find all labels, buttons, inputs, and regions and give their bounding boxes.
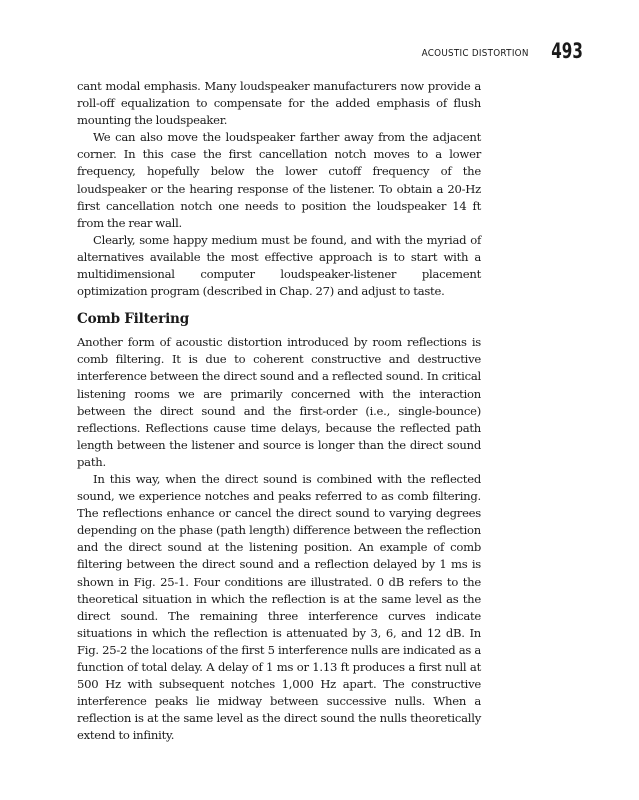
running-title: ACOUSTIC DISTORTION (422, 48, 530, 59)
page-number: 493 (551, 39, 583, 63)
paragraph: Another form of acoustic distortion introduced by room reflections is comb filtering. It is due to coherent constructive and destructive interference between the direct sound and a reflected sound. In critical listening rooms we are primarily concerned with the interaction between the direct sound and the first-order (i.e., single-bounce) reflections. Reflections cause time delays, because the reflected path length between the listener and source is longer than the direct sound path. (77, 335, 481, 469)
paragraph: In this way, when the direct sound is combined with the reflected sound, we experience notches and peaks referred to as comb filtering. The reflections enhance or cancel the direct sound to varying degrees depending on the phase (path length) difference between the reflection and the direct sound at the listening position. An example of comb filtering between the direct sound and a reflection delayed by 1 ms is shown in Fig. 25-1. Four conditions are illustrated. 0 dB refers to the theoretical situation in which the reflection is at the same level as the direct sound. The remaining three interference curves indicate situations in which the reflection is attenuated by 3, 6, and 12 dB. In Fig. 25-2 the locations of the first 5 interference nulls are indicated as a function of total delay. A delay of 1 ms or 1.13 ft produces a first null at 500 Hz with subsequent notches 1,000 Hz apart. The constructive interference peaks lie midway between successive nulls. When a reflection is at the same level as the direct sound the nulls theoretically extend to infinity. (77, 471, 481, 743)
section-heading: Comb Filtering (77, 311, 190, 328)
running-head (407, 40, 583, 62)
paragraph: Clearly, some happy medium must be found, and with the myriad of alternatives available the most effective approach is to start with a multidimensional computer loudspeaker-listener placement optimization program (described in Chap. 27) and adjust to taste. (77, 232, 481, 299)
body-text (77, 78, 481, 744)
paragraph: cant modal emphasis. Many loudspeaker manufacturers now provide a roll-off equalization to compensate for the added emphasis of flush mounting the loudspeaker. (77, 79, 481, 128)
paragraph: We can also move the loudspeaker farther away from the adjacent corner. In this case the first cancellation notch moves to a lower frequency, hopefully below the lower cutoff frequency of the loudspeaker or the hearing response of the listener. To obtain a 20-Hz first cancellation notch one needs to position the loudspeaker 14 ft from the rear wall. (77, 130, 481, 230)
